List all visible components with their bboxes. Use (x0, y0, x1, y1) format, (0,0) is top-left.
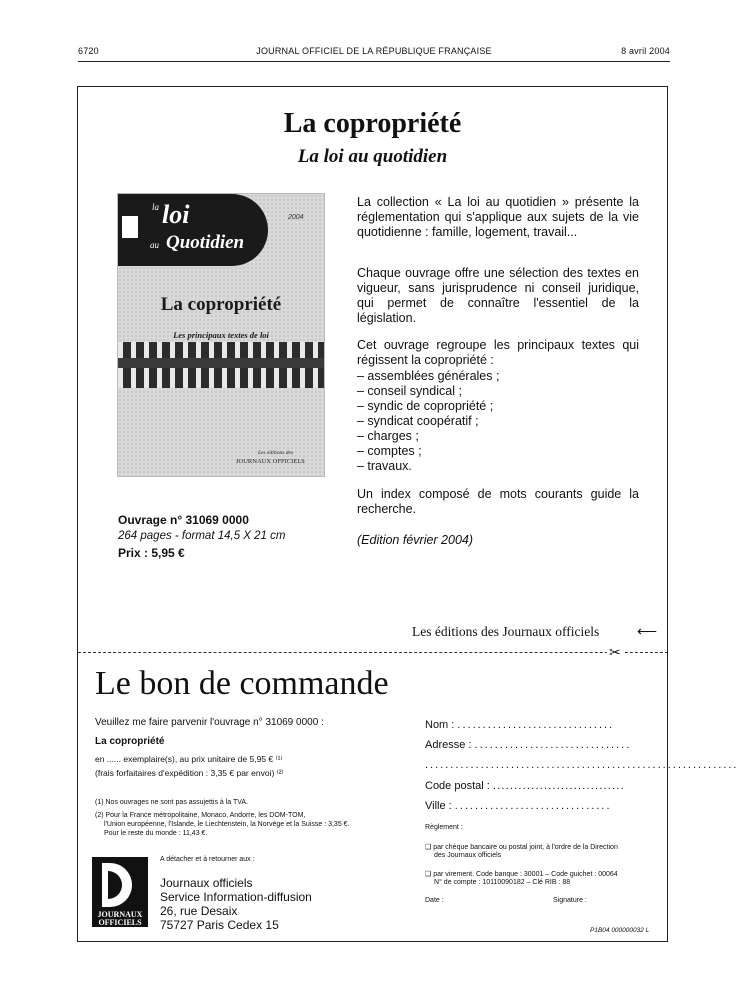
issue-date: 8 avril 2004 (621, 46, 670, 56)
ad-subtitle: La loi au quotidien (297, 146, 448, 167)
ouvrage-number: Ouvrage n° 31069 0000 (118, 513, 249, 527)
cover-title: La copropriété (160, 294, 282, 315)
edition-note: (Edition février 2004) (357, 533, 474, 547)
shipping-line: (frais forfaitaires d'expédition : 3,35 € par envoi) ⁽²⁾ (95, 768, 284, 778)
adresse-field[interactable] (425, 739, 631, 751)
ville-dots: ............................... (454, 800, 612, 812)
cut-line (78, 652, 668, 653)
cover-editions-small: Les éditions des (258, 450, 294, 456)
cover-editions-name: JOURNAUX OFFICIELS (236, 458, 305, 465)
adresse-dots: ............................... (474, 739, 632, 751)
cheque-option[interactable]: ❑ par chèque bancaire ou postal joint, à l'ordre de la Direction (425, 844, 618, 851)
code-postal-label: Code postal : (425, 780, 490, 792)
cover-building-band (118, 358, 324, 368)
book-cover-image (117, 193, 325, 477)
description-paragraph-2: Chaque ouvrage offre une sélection des textes en vigueur, sans jurisprudence ni conseil juridique, qui permet de connaître l'essentiel de la législation. (357, 266, 639, 325)
reference-code: P1B04 000000032 L (590, 927, 650, 934)
adresse-label: Adresse : (425, 739, 472, 751)
footnote-1: (1) Nos ouvrages ne sont pas assujettis à la TVA. (95, 799, 249, 806)
cover-year: 2004 (288, 214, 304, 221)
reglement-label: Règlement : (425, 824, 463, 831)
code-postal-dots: ............................... (492, 780, 625, 792)
nom-dots: ............................... (457, 719, 615, 731)
cover-la: la (152, 202, 160, 212)
footnote-2a: (2) Pour la France métropolitaine, Monaco, Andorre, les DOM-TOM, (95, 812, 306, 819)
adresse-dots-2: ............................... (425, 759, 582, 771)
journaux-officiels-logo (92, 857, 148, 927)
address-line-1: Journaux officiels (160, 876, 253, 890)
cover-quotidien: Quotidien (166, 232, 245, 253)
list-item: – travaux. (357, 459, 412, 473)
address-line-4: 75727 Paris Cedex 15 (160, 918, 279, 932)
list-item: – syndicat coopératif ; (357, 414, 479, 428)
price: Prix : 5,95 € (118, 546, 185, 560)
list-item: – conseil syndical ; (357, 384, 462, 398)
nom-label: Nom : (425, 719, 455, 731)
journal-title: JOURNAL OFFICIEL DE LA RÉPUBLIQUE FRANÇAISE (256, 46, 492, 56)
page-number: 6720 (78, 46, 99, 56)
virement-option-2: N° de compte : 10110090182 – Clé RIB : 88 (434, 879, 571, 886)
cover-loi: loi (162, 200, 190, 229)
list-item: – syndic de copropriété ; (357, 399, 494, 413)
adresse-field-2[interactable]: .............................................................. (425, 759, 739, 771)
signature-label: Signature : (553, 897, 587, 904)
ville-field[interactable] (425, 800, 612, 812)
address-line-2: Service Information-diffusion (160, 890, 312, 904)
cover-subtitle: Les principaux textes de loi (173, 330, 269, 340)
publisher-line: Les éditions des Journaux officiels (412, 624, 600, 639)
list-item: – charges ; (357, 429, 419, 443)
description-paragraph-1: La collection « La loi au quotidien » présente la réglementation qui s'applique aux sujets de la vie quotidienne : famille, logement, travail... (357, 195, 639, 239)
detach-note: A détacher et à retourner aux : (160, 856, 255, 863)
description-paragraph-3: Cet ouvrage regroupe les principaux textes qui régissent la copropriété : (357, 338, 639, 367)
order-form-title: Le bon de commande (95, 665, 389, 702)
date-label: Date : (425, 897, 444, 904)
cover-logo-icon (122, 216, 138, 238)
description-closing: Un index composé de mots courants guide la recherche. (357, 487, 639, 516)
scissors-icon: ✂ (609, 644, 621, 660)
address-line-3: 26, rue Desaix (160, 904, 238, 918)
quantity-line: en ...... exemplaire(s), au prix unitaire de 5,95 € ⁽¹⁾ (95, 754, 283, 764)
cover-au: au (150, 240, 159, 250)
virement-option[interactable]: ❑ par virement. Code banque : 30001 – Code guichet : 00064 (425, 871, 618, 878)
nom-field[interactable] (425, 719, 614, 731)
cover-band (118, 194, 268, 266)
header-rule (78, 61, 670, 62)
page-format: 264 pages - format 14,5 X 21 cm (118, 530, 286, 542)
list-item: – assemblées générales ; (357, 369, 500, 383)
topics-list (357, 369, 639, 474)
logo-text: JOURNAUX OFFICIELS (97, 910, 143, 927)
footnote-2b: l'Union européenne, l'Islande, le Liechtenstein, la Norvège et la Suisse : 3,35 €. (104, 821, 350, 828)
arrow-left-icon: ⟵ (637, 623, 658, 639)
ad-title: La copropriété (283, 108, 462, 139)
footnote-2c: Pour le reste du monde : 11,43 €. (104, 830, 208, 837)
list-item: – comptes ; (357, 444, 422, 458)
code-postal-field[interactable] (425, 780, 625, 792)
cheque-option-2: des Journaux officiels (434, 852, 502, 859)
order-request: Veuillez me faire parvenir l'ouvrage n° 31069 0000 : (95, 717, 324, 728)
ville-label: Ville : (425, 800, 452, 812)
order-book: La copropriété (95, 736, 165, 747)
